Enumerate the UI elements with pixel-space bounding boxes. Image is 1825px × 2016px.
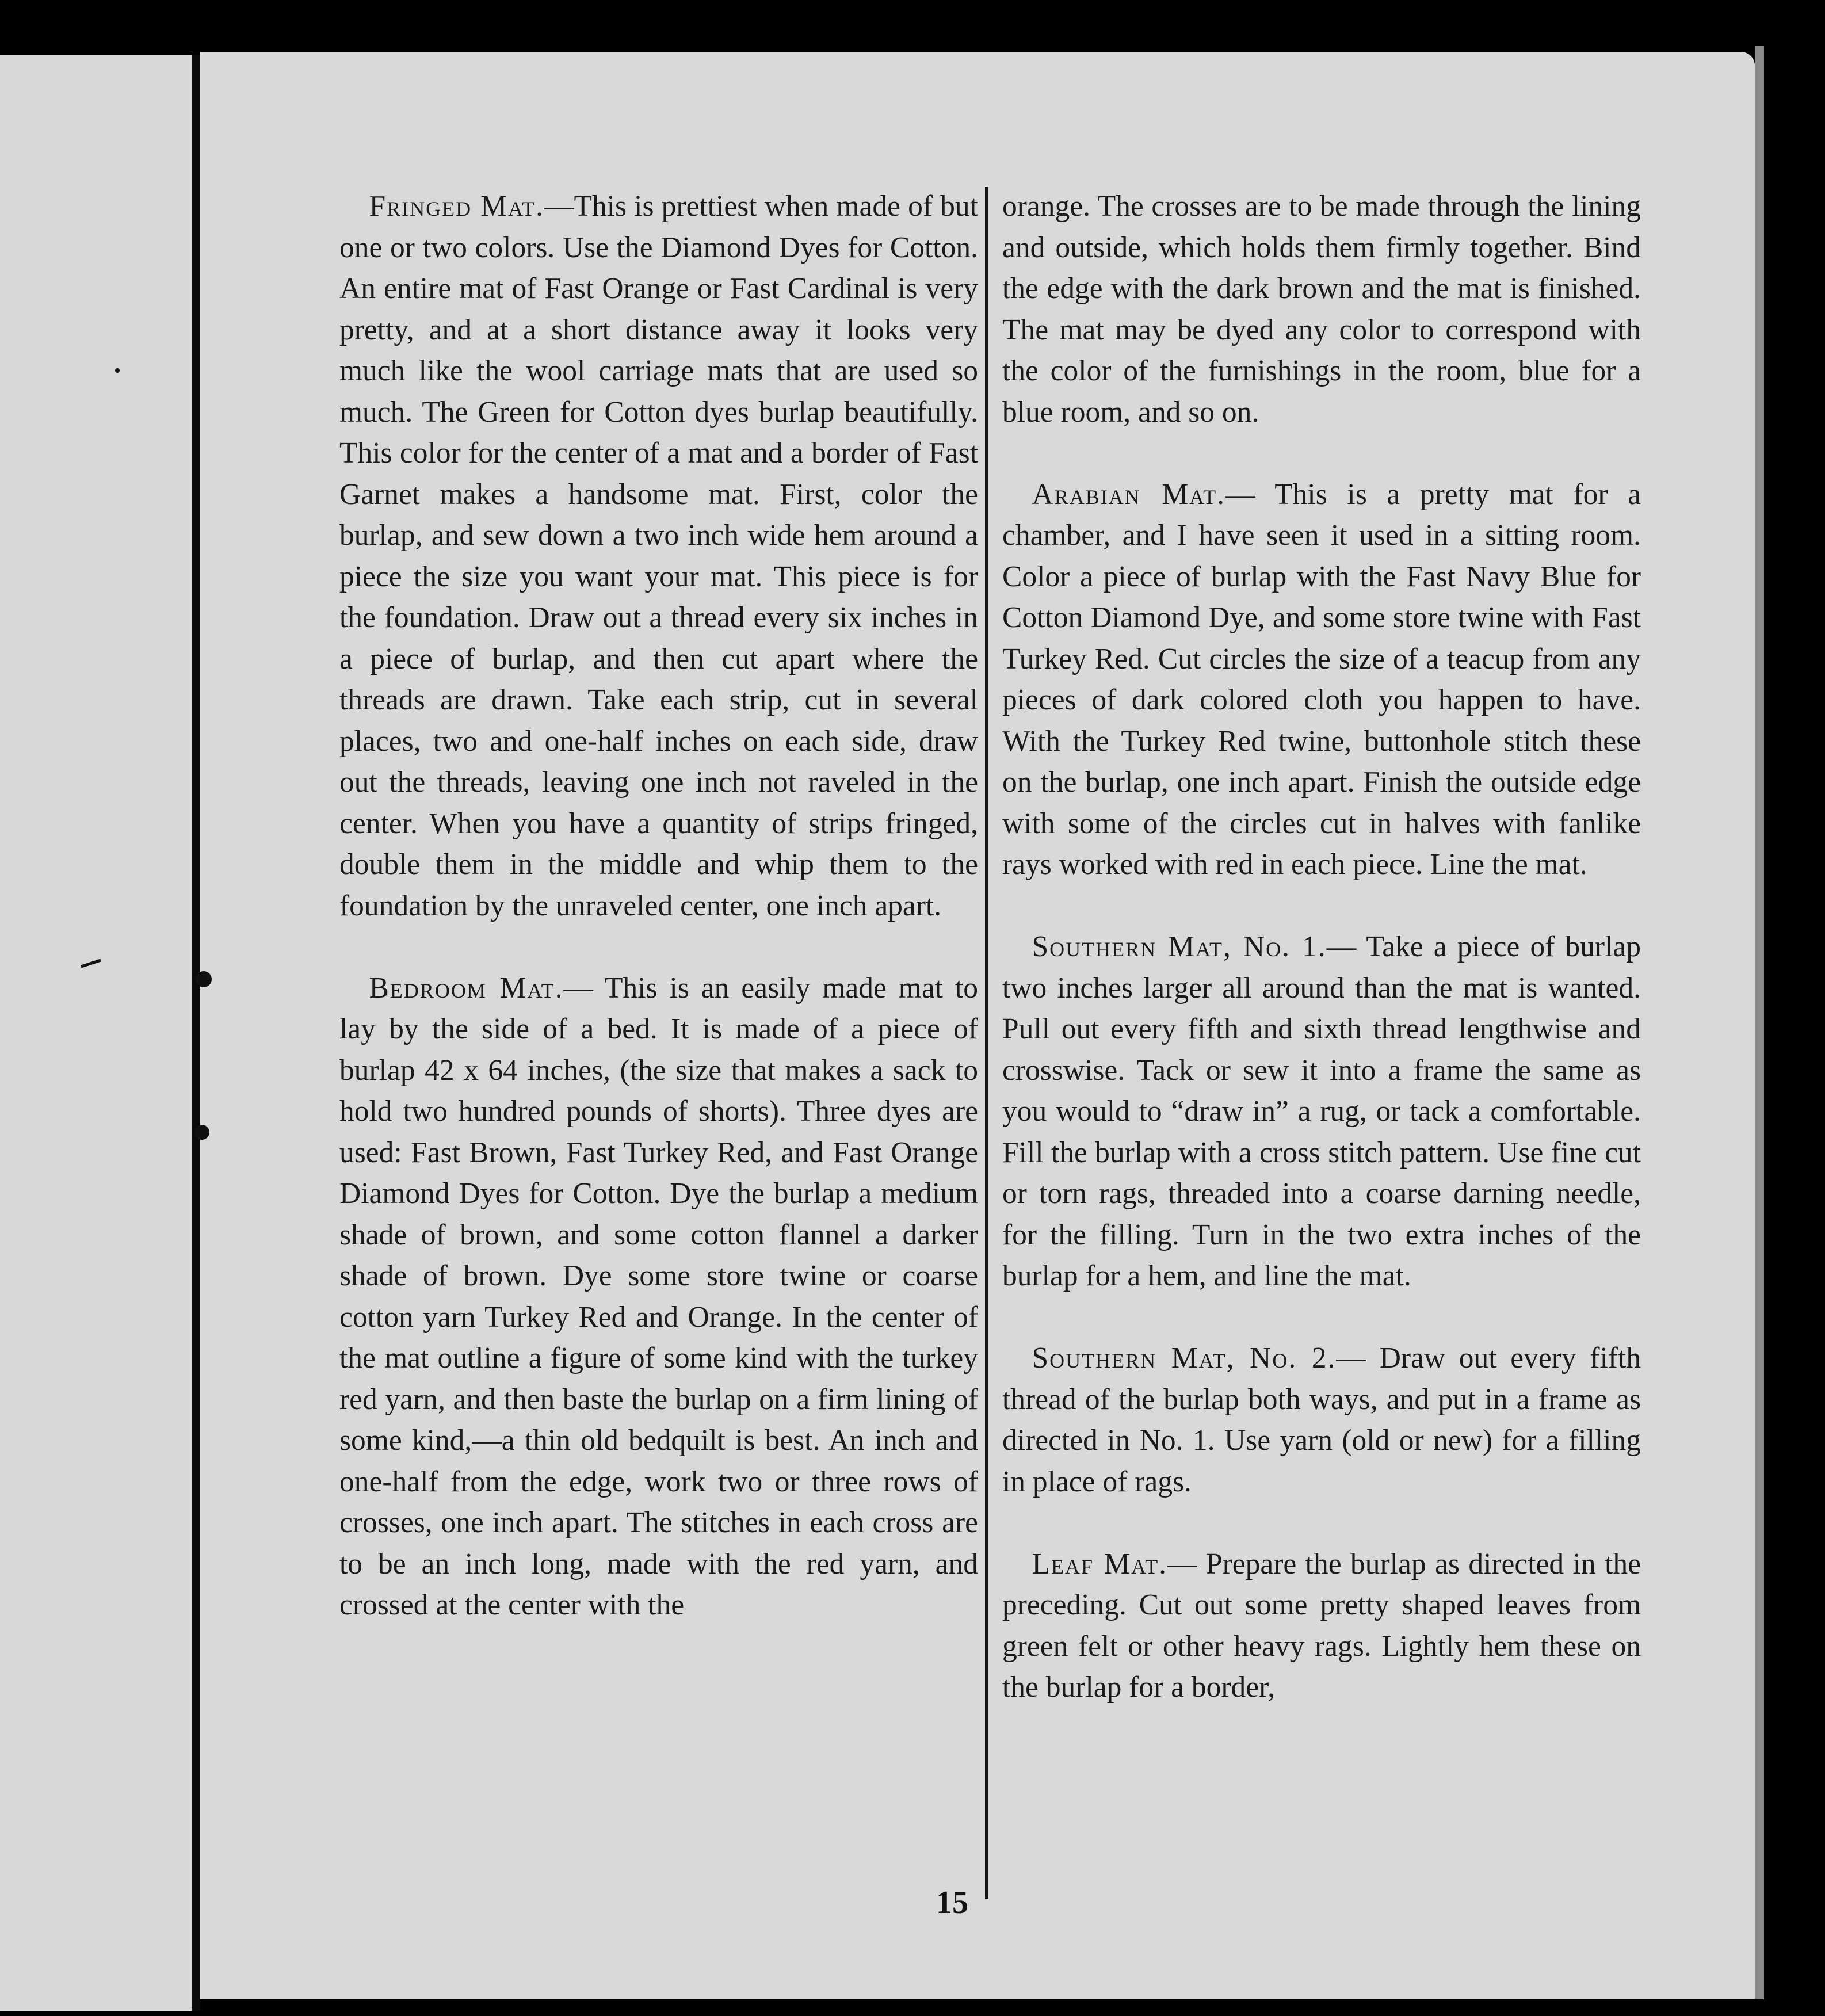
section-heading: Southern Mat, No. 1.: [1032, 930, 1327, 963]
paragraph-body: — This is an easily made mat to lay by the side of a bed. It is made of a piece of burlap 42 x 64 inches, (the size that makes a sack to hold two hundred pounds of shorts). Three dyes are used: Fast Brown, Fast Turkey Red, and Fast Orange Diamond Dyes for Cotton. Dye the burlap a medium shade of brown, and some cotton flannel a darker shade of brown. Dye some store twine or coarse cotton yarn Turkey Red and Orange. In the center of the mat outline a figure of some kind with the turkey red yarn, and then baste the burlap on a firm lining of some kind,—a thin old bedquilt is best. An inch and one-half from the edge, work two or three rows of crosses, one inch apart. The stitches in each cross are to be an inch long, made with the red yarn, and crossed at the center with the: [339, 971, 978, 1621]
paragraph-bedroom-mat: [339, 968, 978, 1626]
paragraph-arabian-mat: [1002, 474, 1641, 885]
paragraph-body: —This is prettiest when made of but one or two colors. Use the Diamond Dyes for Cotton. An entire mat of Fast Orange or Fast Cardinal is very pretty, and at a short distance away it looks very much like the wool carriage mats that are used so much. The Green for Cotton dyes burlap beautifully. This color for the center of a mat and a border of Fast Garnet makes a handsome mat. First, color the burlap, and sew down a two inch wide hem around a piece the size you want your mat. This piece is for the foundation. Draw out a thread every six inches in a piece of burlap, and then cut apart where the threads are drawn. Take each strip, cut in several places, two and one-half inches on each side, draw out the threads, leaving one inch not raveled in the center. When you have a quantity of strips fringed, double them in the middle and whip them to the foundation by the unraveled center, one inch apart.: [339, 190, 978, 922]
paragraph-body: orange. The crosses are to be made through the lining and outside, which holds them firmly together. Bind the edge with the dark brown and the mat is finished. The mat may be dyed any color to correspond with the color of the furnishings in the room, blue for a blue room, and so on.: [1002, 190, 1641, 429]
page-number: 15: [936, 1885, 968, 1920]
section-heading: Fringed Mat.: [369, 190, 544, 223]
section-heading: Bedroom Mat.: [369, 971, 564, 1005]
paragraph-body: — Draw out every fifth thread of the burlap both ways, and put in a frame as directed in No. 1. Use yarn (old or new) for a filling in place of rags.: [1002, 1342, 1641, 1498]
binding-gutter-line: [192, 55, 200, 2011]
scan-speck: [115, 368, 120, 373]
paragraph-body: — This is a pretty mat for a chamber, and I have seen it used in a sitting room. Color a piece of burlap with the Fast Navy Blue for Cotton Diamond Dye, and some store twine with Fast Turkey Red. Cut circles the size of a teacup from any pieces of dark colored cloth you happen to have. With the Turkey Red twine, buttonhole stitch these on the burlap, one inch apart. Finish the outside edge with some of the circles cut in halves with fanlike rays worked with red in each piece. Line the mat.: [1002, 478, 1641, 881]
section-heading: Southern Mat, No. 2.: [1032, 1342, 1337, 1374]
binding-notch: [196, 971, 212, 987]
text-column-left: [339, 186, 978, 1626]
section-heading: Leaf Mat.: [1032, 1547, 1168, 1580]
paragraph-leaf-mat: [1002, 1544, 1641, 1708]
paragraph-southern-mat-1: [1002, 926, 1641, 1297]
section-heading: Arabian Mat.: [1032, 478, 1225, 511]
paragraph-fringed-mat: [339, 186, 978, 926]
text-column-right: [1002, 186, 1641, 1708]
paragraph-continued: [1002, 186, 1641, 433]
binding-notch: [194, 1125, 209, 1140]
facing-page-margin: [0, 55, 192, 2011]
paragraph-body: — Take a piece of burlap two inches larger all around than the mat is wanted. Pull out every fifth and sixth thread lengthwise and crosswise. Tack or sew it into a frame the same as you would to “draw in” a rug, or tack a comfortable. Fill the burlap with a cross stitch pattern. Use fine cut or torn rags, threaded into a coarse darning needle, for the filling. Turn in the two extra inches of the burlap for a hem, and line the mat.: [1002, 930, 1641, 1292]
paragraph-southern-mat-2: [1002, 1338, 1641, 1502]
column-divider: [985, 187, 988, 1899]
paragraph-body: — Prepare the burlap as directed in the preceding. Cut out some pretty shaped leaves from green felt or other heavy rags. Lightly hem these on the burlap for a border,: [1002, 1547, 1641, 1704]
page-edge-shadow: [1755, 46, 1764, 1999]
